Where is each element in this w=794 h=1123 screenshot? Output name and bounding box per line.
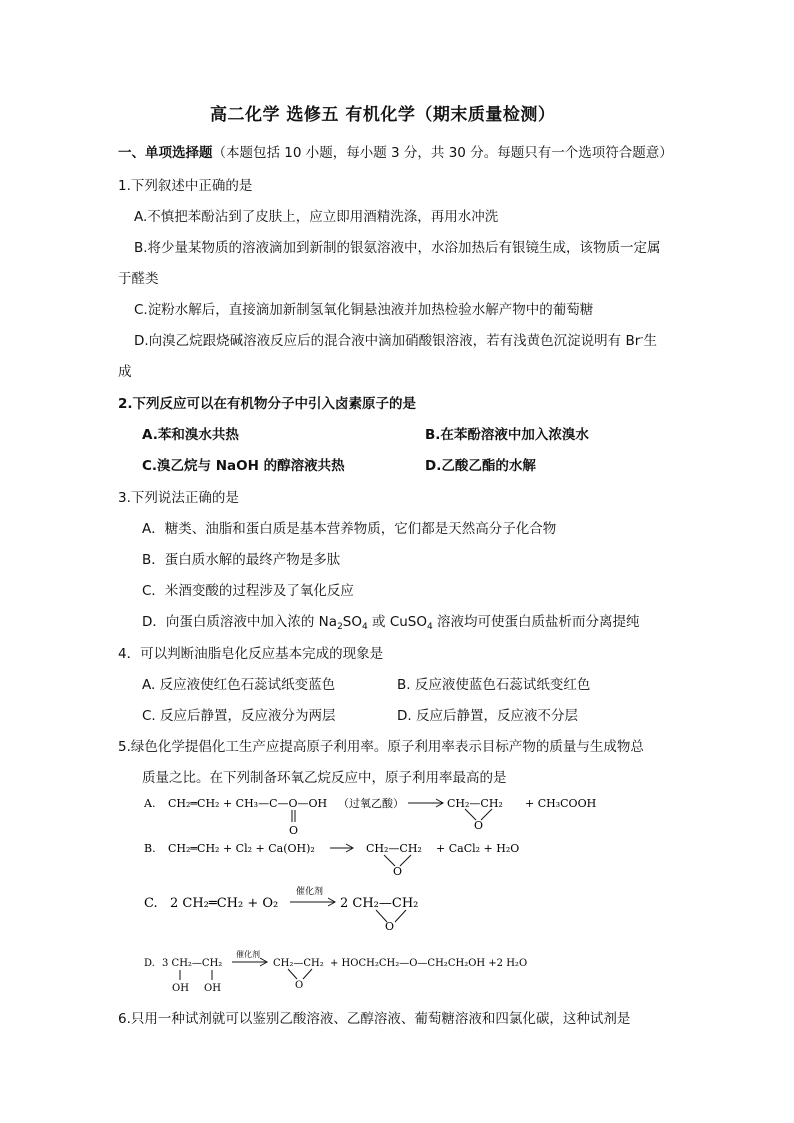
q3-d-sub1: 2 <box>337 622 343 632</box>
q1-option-c: C.淀粉水解后，直接滴加新制氢氧化铜悬浊液并加热检验水解产物中的葡萄糖 <box>134 302 594 318</box>
q1-d-tail: 生 <box>643 333 658 349</box>
section-heading <box>118 144 673 162</box>
q5-a-byproduct: + CH₃COOH <box>525 797 597 810</box>
q5-c-label: C. <box>144 896 158 911</box>
q1-option-a: A.不慎把苯酚沾到了皮肤上，应立即用酒精洗涤，再用水冲洗 <box>134 209 499 225</box>
q5-c-formula1: 2 CH₂═CH₂ + O₂ <box>170 896 279 911</box>
q2-option-d: D.乙酸乙酯的水解 <box>425 458 536 474</box>
q4-option-b: B. 反应液使蓝色石蕊试纸变红色 <box>397 677 591 693</box>
q5-d-catalyst: 催化剂 <box>236 950 260 959</box>
q5-reaction-c <box>140 882 780 930</box>
q3-option-c: C．米酒变酸的过程涉及了氧化反应 <box>142 583 354 599</box>
q5-d-ring-o: O <box>295 980 304 991</box>
q3-d-sub2: 4 <box>362 622 368 632</box>
q4-option-d: D. 反应后静置，反应液不分层 <box>397 708 578 724</box>
q5-a-carbonyl-o: O <box>289 824 299 837</box>
section-heading-label: 一、单项选择题 <box>118 145 213 161</box>
q1-stem: 1.下列叙述中正确的是 <box>118 178 253 194</box>
q2-option-b: B.在苯酚溶液中加入浓溴水 <box>425 427 589 443</box>
q2-stem: 2.下列反应可以在有机物分子中引入卤素原子的是 <box>118 396 417 412</box>
q5-d-ring-right <box>303 969 312 979</box>
q1-option-d-line2: 成 <box>118 364 132 380</box>
q5-d-reactant: 3 CH₂—CH₂ <box>162 958 223 969</box>
q5-d-oh1: OH <box>172 983 189 994</box>
q5-reaction-b <box>140 838 780 882</box>
q2-option-c: C.溴乙烷与 NaOH 的醇溶液共热 <box>142 458 345 474</box>
q5-d-label: D. <box>144 958 155 969</box>
q3-d-text3: 或 CuSO <box>367 614 427 630</box>
q3-d-text1: D．向蛋白质溶液中加入浓的 Na <box>142 614 338 630</box>
q2-option-a: A.苯和溴水共热 <box>142 427 239 443</box>
q5-d-oh2: OH <box>204 983 221 994</box>
q5-reaction-a <box>140 794 780 838</box>
q5-d-byproduct: + HOCH₂CH₂—O—CH₂CH₂OH +2 H₂O <box>330 958 528 969</box>
q5-a-product: CH₂—CH₂ <box>447 797 503 810</box>
q1-option-b-line1: B.将少量某物质的溶液滴加到新制的银氨溶液中，水浴加热后有银镜生成，该物质一定属 <box>134 240 661 256</box>
q5-stem-line1: 5.绿色化学提倡化工生产应提高原子利用率。原子利用率表示目标产物的质量与生成物总 <box>118 739 644 755</box>
q5-b-product: CH₂—CH₂ <box>366 842 422 855</box>
q5-a-note: （过氧乙酸） <box>338 797 404 810</box>
q4-option-a: A. 反应液使红色石蕊试纸变蓝色 <box>142 677 336 693</box>
q3-option-d <box>142 613 640 633</box>
q5-d-ring-left <box>288 969 297 979</box>
q5-a-label: A. <box>144 797 156 810</box>
q3-option-b: B．蛋白质水解的最终产物是多肽 <box>142 552 341 568</box>
q5-c-ring-right <box>395 910 406 922</box>
q6-stem: 6.只用一种试剂就可以鉴别乙酸溶液、乙醇溶液、葡萄糖溶液和四氯化碳，这种试剂是 <box>118 1011 631 1027</box>
q3-stem: 3.下列说法正确的是 <box>118 490 239 506</box>
section-heading-desc: （本题包括 10 小题，每小题 3 分，共 30 分。每题只有一个选项符合题意） <box>212 145 673 161</box>
q5-a-formula1: CH₂═CH₂ + CH₃—C—O—OH <box>168 797 328 810</box>
q5-stem-line2: 质量之比。在下列制备环氧乙烷反应中，原子利用率最高的是 <box>142 770 507 786</box>
q3-d-text4: 溶液均可使蛋白质盐析而分离提纯 <box>432 614 640 630</box>
page-title: 高二化学 选修五 有机化学（期末质量检测） <box>210 105 556 125</box>
q3-option-a: A．糖类、油脂和蛋白质是基本营养物质，它们都是天然高分子化合物 <box>142 521 557 537</box>
q5-b-byproduct: + CaCl₂ + H₂O <box>436 842 520 855</box>
q5-a-ring-o: O <box>474 819 484 832</box>
q1-d-text: D.向溴乙烷跟烧碱溶液反应后的混合液中滴加硝酸银溶液，若有浅黄色沉淀说明有 Br <box>134 333 641 349</box>
q1-option-d-line1 <box>134 332 657 352</box>
q4-option-c: C. 反应后静置，反应液分为两层 <box>142 708 336 724</box>
q4-stem: 4．可以判断油脂皂化反应基本完成的现象是 <box>118 646 384 662</box>
q5-c-product: 2 CH₂—CH₂ <box>340 896 419 911</box>
q1-option-b-line2: 于醛类 <box>118 271 159 287</box>
q3-d-text2: SO <box>342 614 362 630</box>
q5-c-catalyst: 催化剂 <box>296 887 324 897</box>
q5-b-formula1: CH₂═CH₂ + Cl₂ + Ca(OH)₂ <box>168 842 315 855</box>
q1-d-sup: - <box>640 333 644 343</box>
q5-d-product: CH₂—CH₂ <box>273 958 324 969</box>
q3-d-sub3: 4 <box>427 622 433 632</box>
q5-reaction-d <box>140 946 780 996</box>
q5-b-label: B. <box>144 842 156 855</box>
q5-b-ring-o: O <box>393 865 403 878</box>
q5-c-ring-o: O <box>385 920 395 930</box>
